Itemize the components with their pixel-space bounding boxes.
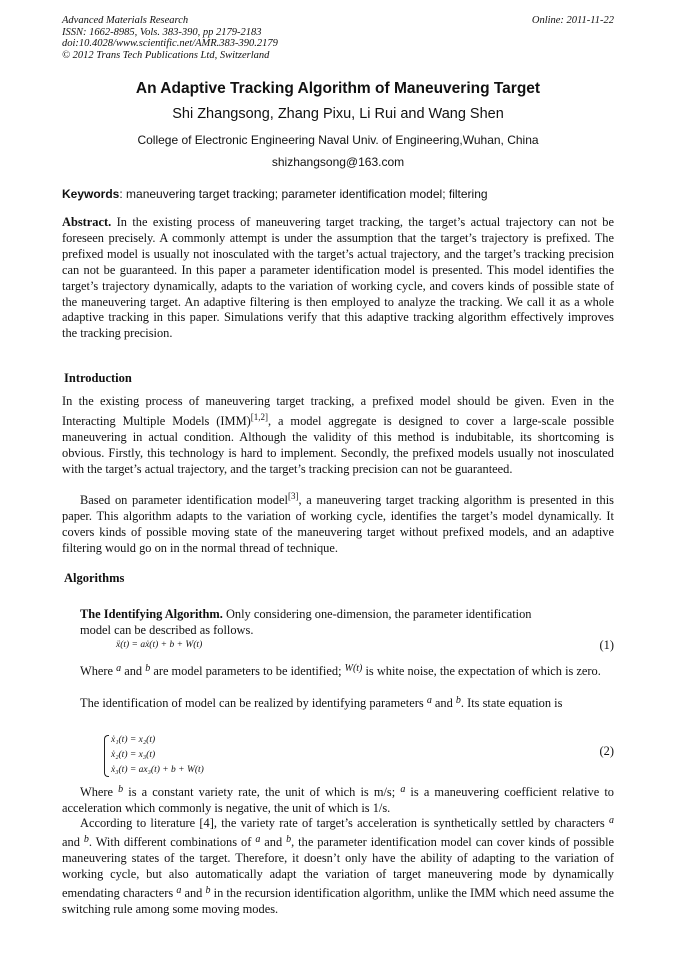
identifying-algorithm-intro: [80, 607, 600, 639]
var-a: a: [176, 884, 182, 896]
keywords: [62, 187, 614, 203]
var-a: a: [255, 833, 261, 845]
lit-text-c: , the parameter identification model can cover kinds of possible maneuvering states of the target. Therefore, it doesn’t only have the ability of adapting to the variation of working cycle, but also automatically adapt the variation of target maneuvering mode by dynamically emendating characters: [62, 834, 615, 900]
lit-text-a: According to literature [4], the variety rate of target’s acceleration is synthetically settled by characters: [80, 816, 609, 830]
subsection-line-1: Only considering one-dimension, the parameter identification: [222, 607, 532, 621]
algorithms-heading: Algorithms: [64, 571, 125, 585]
where1-text-c: is white noise, the expectation of which is zero.: [362, 664, 601, 678]
and-1: and: [121, 664, 146, 678]
var-b: b: [83, 833, 89, 845]
var-b: b: [286, 833, 292, 845]
where1-text-a: Where: [80, 664, 117, 678]
intro-paragraph-1: [62, 394, 614, 478]
ident-text-a: The identification of model can be realized by identifying parameters: [80, 696, 427, 710]
subsection-label: The Identifying Algorithm.: [80, 607, 223, 621]
var-a: a: [426, 695, 432, 706]
copyright-line: © 2012 Trans Tech Publications Ltd, Switzerland: [62, 49, 270, 61]
author-email: shizhangsong@163.com: [271, 155, 405, 169]
where-paragraph-1: [62, 661, 614, 680]
var-a: a: [116, 663, 122, 674]
where2-text-b: is a constant variety rate, the unit of which is m/s;: [123, 785, 401, 799]
literature-paragraph: [62, 813, 614, 917]
introduction-heading: Introduction: [64, 371, 132, 385]
and-2: and: [431, 696, 456, 710]
intro-p1-text-b: , a model aggregate is designed to cover a large-scale possible maneuvering in actual condition. Although the validity of this method is indubitable, its shortcoming is obvious. Firstly, this technology is hard to implement. Secondly, the prefixed models usually not inosculated with the target’s actual trajectory, and the target’s tracking precision can not be guaranteed.: [62, 414, 614, 476]
and-5: and: [181, 885, 206, 900]
author-list: Shi Zhangsong, Zhang Pixu, Li Rui and Wang Shen: [172, 106, 504, 122]
equation-2-number: (2): [599, 744, 614, 758]
citation-3: [3]: [287, 491, 299, 501]
equation-2-line-2: ẋ₂(t) = x₃(t): [111, 750, 156, 760]
subsection-line-2: model can be described as follows.: [80, 622, 254, 637]
and-4: and: [260, 834, 287, 849]
equation-1-number: (1): [599, 638, 614, 652]
doi-line: doi:10.4028/www.scientific.net/AMR.383-390.2179: [62, 38, 278, 49]
where1-text-b: are model parameters to be identified;: [150, 664, 345, 678]
abstract-label: Abstract.: [62, 215, 112, 229]
equation-2-brace: [104, 735, 109, 777]
journal-name: Advanced Materials Research: [62, 15, 189, 26]
var-a: a: [609, 815, 614, 826]
abstract-text: In the existing process of maneuvering target tracking, the target’s actual trajectory can not be foreseen precisely. A commonly attempt is under the assumption that the target’s trajectory is prefixed. The prefixed model is usually not inosculated with the target’s actual trajectory, and the target’s tracking precision can not be guaranteed. In this paper a parameter identification model is presented. This model identifies the target’s trajectory dynamically, adapts to the variation of working cycle, and covers kinds of possible state of the maneuvering target. An adaptive filtering is then employed to analyze the tracking. We call it as a whole adaptive tracking in this paper. Simulations verify that this adaptive tracking algorithm effectively improves the tracking precision.: [62, 215, 614, 341]
var-w-of-t: W(t): [344, 663, 363, 674]
equation-2-line-1: ẋ₁(t) = x₂(t): [111, 735, 156, 745]
intro-p1-text-a: In the existing process of maneuvering target tracking, a prefixed model should be given. Even in the Interacting Multiple Models (IMM): [62, 394, 614, 429]
lit-text-d: in the recursion identification algorithm, unlike the IMM which need assume the switching rule among some moving modes.: [62, 885, 614, 916]
lit-text-b: . With different combinations of: [88, 834, 256, 849]
equation-1: ẍ(t) = aẋ(t) + b + W(t): [116, 640, 203, 650]
citation-1-2: [1,2]: [250, 411, 268, 422]
paper-title: An Adaptive Tracking Algorithm of Maneuvering Target: [135, 80, 541, 97]
online-date: Online: 2011-11-22: [531, 15, 614, 26]
keywords-label: Keywords: [62, 187, 120, 201]
issn-line: ISSN: 1662-8985, Vols. 383-390, pp 2179-2183: [62, 26, 262, 38]
journal-header: [62, 15, 278, 61]
var-a: a: [400, 784, 406, 795]
var-b: b: [205, 884, 211, 896]
and-3: and: [62, 834, 84, 849]
equation-2-line-3: ẋ₃(t) = ax₃(t) + b + W(t): [111, 765, 204, 775]
affiliation: College of Electronic Engineering Naval Univ. of Engineering,Wuhan, China: [137, 133, 539, 147]
var-b: b: [118, 784, 124, 795]
var-b: b: [455, 695, 461, 706]
intro-p2-text-a: Based on parameter identification model: [80, 493, 288, 508]
identification-paragraph: [62, 693, 614, 712]
where-paragraph-2: [62, 782, 614, 817]
var-b: b: [145, 663, 151, 674]
abstract: [62, 215, 614, 342]
ident-text-b: . Its state equation is: [460, 696, 563, 710]
intro-paragraph-2: [62, 489, 614, 557]
where2-text-a: Where: [80, 785, 119, 799]
intro-p2-text-b: , a maneuvering target tracking algorithm is presented in this paper. This algorithm adapts to the variation of working cycle, identifies the target’s model dynamically. It covers kinds of possible moving state of the maneuvering target without prefixed models, and an adaptive filtering would go on in the normal thread of technique.: [62, 493, 614, 555]
where2-text-c: is a maneuvering coefficient relative to acceleration which commonly is negative, the unit of which is 1/s.: [62, 785, 614, 815]
keywords-text: : maneuvering target tracking; parameter identification model; filtering: [119, 187, 488, 201]
